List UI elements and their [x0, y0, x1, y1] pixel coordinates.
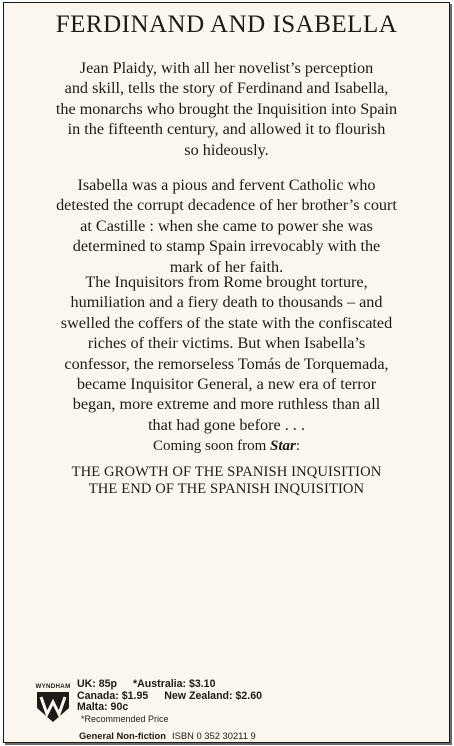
- price-canada: Canada: $1.95: [77, 689, 149, 702]
- price-uk: UK: 85p: [77, 678, 118, 690]
- coming-soon-prefix: Coming soon from: [152, 438, 267, 454]
- footer-line: [79, 730, 256, 741]
- publisher-imprint: Star: [270, 438, 296, 454]
- price-australia: *Australia: $3.10: [133, 678, 216, 690]
- price-list: [77, 679, 262, 725]
- blurb-paragraph-2: Isabella was a pious and fervent Catholic who detested the corrupt decadence of her brother’s court at Castille : when she came to power she was determined to stamp Spain irrevocably with the mark of her faith.: [56, 176, 397, 276]
- blurb-paragraph-1: Jean Plaidy, with all her novelist’s perception and skill, tells the story of Ferdinand and Isabella, the monarchs who brought the Inquisition into Spain in the fifteenth century, and allowed it to flourish so hideously.: [55, 59, 398, 159]
- upcoming-title: THE GROWTH OF THE SPANISH INQUISITION: [71, 464, 382, 480]
- publisher-logo: [32, 683, 74, 723]
- isbn-number: ISBN 0 352 30211 9: [171, 730, 256, 741]
- upcoming-titles-list: [4, 464, 449, 498]
- book-category: General Non-fiction: [79, 730, 166, 741]
- upcoming-title: THE END OF THE SPANISH INQUISITION: [88, 481, 365, 497]
- price-malta: Malta: 90c: [77, 701, 129, 714]
- book-title: FERDINAND AND ISABELLA: [55, 11, 398, 38]
- coming-soon-colon: :: [295, 438, 301, 454]
- recommended-price-note: *Recommended Price: [81, 713, 169, 724]
- wyndham-w-icon: [35, 692, 71, 722]
- publisher-logo-text: WYNDHAM: [35, 683, 71, 690]
- blurb-paragraph-3: The Inquisitors from Rome brought torture, humiliation and a fiery death to thousands – and swelled the coffers of the state with the confiscated riches of their victims. But when Isabella’s confessor, the remorseless Tomás de Torquemada, became Inquisitor General, a new era of terror began, more extreme and more ruthless than all that had gone before . . .: [60, 273, 393, 434]
- coming-soon-line: [4, 438, 449, 455]
- book-back-cover: [3, 2, 450, 743]
- price-new-zealand: New Zealand: $2.60: [164, 689, 262, 702]
